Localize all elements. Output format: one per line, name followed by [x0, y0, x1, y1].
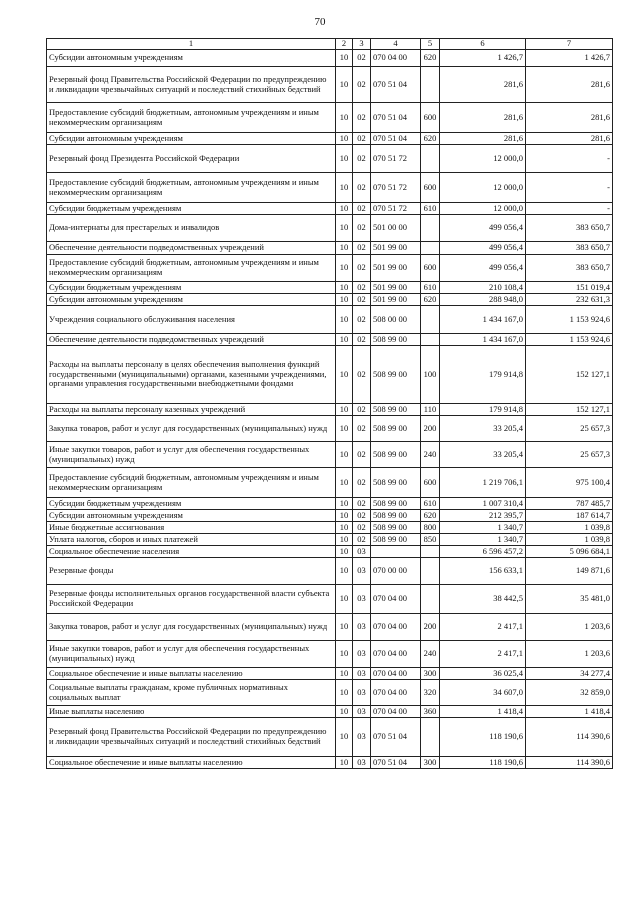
row-name-cell: Резервный фонд Правительства Российской Федерации по предупреждению и ликвидации чрезвычайных ситуаций и последствий стихийных бедствий: [47, 718, 336, 757]
row-target-article-cell: 070 51 04: [371, 718, 421, 757]
row-subsection-cell: 02: [353, 442, 371, 468]
row-name-cell: Резервные фонды: [47, 558, 336, 585]
row-subsection-cell: 02: [353, 306, 371, 334]
row-amount-col6-cell: 281,6: [440, 133, 526, 145]
row-section-cell: 10: [336, 680, 353, 706]
row-amount-col6-cell: 499 056,4: [440, 255, 526, 282]
table-row: [47, 706, 613, 718]
row-subsection-cell: 02: [353, 103, 371, 133]
row-amount-col6-cell: 1 418,4: [440, 706, 526, 718]
table-row: [47, 757, 613, 769]
row-target-article-cell: 508 99 00: [371, 334, 421, 346]
row-amount-col6-cell: 6 596 457,2: [440, 546, 526, 558]
row-subsection-cell: 02: [353, 468, 371, 498]
row-expense-type-cell: 320: [421, 680, 440, 706]
row-expense-type-cell: 360: [421, 706, 440, 718]
table-row: [47, 334, 613, 346]
row-amount-col6-cell: 179 914,8: [440, 404, 526, 416]
row-subsection-cell: 02: [353, 67, 371, 103]
row-amount-col7-cell: 281,6: [526, 103, 613, 133]
table-row: [47, 282, 613, 294]
header-col-1: 1: [47, 39, 336, 50]
row-expense-type-cell: 300: [421, 668, 440, 680]
row-expense-type-cell: 600: [421, 173, 440, 203]
row-target-article-cell: 501 99 00: [371, 255, 421, 282]
row-expense-type-cell: 620: [421, 294, 440, 306]
row-amount-col6-cell: 179 914,8: [440, 346, 526, 404]
row-amount-col7-cell: -: [526, 173, 613, 203]
row-name-cell: Учреждения социального обслуживания населения: [47, 306, 336, 334]
table-row: [47, 668, 613, 680]
row-section-cell: 10: [336, 522, 353, 534]
row-amount-col6-cell: 118 190,6: [440, 718, 526, 757]
row-subsection-cell: 03: [353, 757, 371, 769]
row-expense-type-cell: 600: [421, 468, 440, 498]
table-row: [47, 546, 613, 558]
row-expense-type-cell: [421, 558, 440, 585]
table-row: [47, 133, 613, 145]
row-subsection-cell: 03: [353, 668, 371, 680]
row-amount-col7-cell: 383 650,7: [526, 215, 613, 242]
row-amount-col7-cell: 187 614,7: [526, 510, 613, 522]
row-amount-col7-cell: 151 019,4: [526, 282, 613, 294]
row-target-article-cell: [371, 546, 421, 558]
row-expense-type-cell: 240: [421, 442, 440, 468]
row-amount-col7-cell: 787 485,7: [526, 498, 613, 510]
row-name-cell: Расходы на выплаты персоналу в целях обеспечения выполнения функций государственными (муниципальными) органами, казенными учреждениями, органами управления государственными внебюджетными фондами: [47, 346, 336, 404]
row-section-cell: 10: [336, 294, 353, 306]
row-amount-col6-cell: 33 205,4: [440, 442, 526, 468]
row-section-cell: 10: [336, 50, 353, 67]
row-expense-type-cell: [421, 585, 440, 614]
row-amount-col7-cell: 1 039,8: [526, 534, 613, 546]
row-amount-col6-cell: 281,6: [440, 103, 526, 133]
row-target-article-cell: 501 00 00: [371, 215, 421, 242]
row-amount-col7-cell: 975 100,4: [526, 468, 613, 498]
row-section-cell: 10: [336, 757, 353, 769]
row-expense-type-cell: [421, 334, 440, 346]
row-expense-type-cell: 620: [421, 50, 440, 67]
table-row: [47, 498, 613, 510]
row-section-cell: 10: [336, 255, 353, 282]
row-expense-type-cell: 800: [421, 522, 440, 534]
row-expense-type-cell: 610: [421, 282, 440, 294]
row-target-article-cell: 070 51 04: [371, 133, 421, 145]
row-name-cell: Резервные фонды исполнительных органов государственной власти субъекта Российской Федерации: [47, 585, 336, 614]
row-subsection-cell: 03: [353, 614, 371, 641]
row-target-article-cell: 070 04 00: [371, 641, 421, 668]
table-row: [47, 50, 613, 67]
row-amount-col6-cell: 1 340,7: [440, 522, 526, 534]
row-name-cell: Иные выплаты населению: [47, 706, 336, 718]
row-amount-col6-cell: 1 007 310,4: [440, 498, 526, 510]
row-subsection-cell: 02: [353, 173, 371, 203]
row-subsection-cell: 03: [353, 585, 371, 614]
row-subsection-cell: 02: [353, 215, 371, 242]
row-subsection-cell: 02: [353, 334, 371, 346]
table-row: [47, 145, 613, 173]
row-section-cell: 10: [336, 498, 353, 510]
table-row: [47, 585, 613, 614]
row-amount-col6-cell: 156 633,1: [440, 558, 526, 585]
row-amount-col6-cell: 12 000,0: [440, 203, 526, 215]
row-subsection-cell: 03: [353, 546, 371, 558]
row-name-cell: Субсидии автономным учреждениям: [47, 50, 336, 67]
row-amount-col7-cell: -: [526, 145, 613, 173]
row-subsection-cell: 02: [353, 510, 371, 522]
row-expense-type-cell: [421, 546, 440, 558]
row-amount-col7-cell: 383 650,7: [526, 255, 613, 282]
row-amount-col7-cell: 1 153 924,6: [526, 334, 613, 346]
row-target-article-cell: 508 99 00: [371, 416, 421, 442]
row-expense-type-cell: 200: [421, 614, 440, 641]
row-name-cell: Субсидии бюджетным учреждениям: [47, 282, 336, 294]
row-amount-col6-cell: 2 417,1: [440, 641, 526, 668]
row-name-cell: Резервный фонд Правительства Российской Федерации по предупреждению и ликвидации чрезвычайных ситуаций и последствий стихийных бедствий: [47, 67, 336, 103]
row-expense-type-cell: 200: [421, 416, 440, 442]
row-amount-col7-cell: 383 650,7: [526, 242, 613, 255]
row-section-cell: 10: [336, 133, 353, 145]
table-row: [47, 534, 613, 546]
row-subsection-cell: 02: [353, 255, 371, 282]
table-row: [47, 641, 613, 668]
table-row: [47, 346, 613, 404]
row-amount-col7-cell: 25 657,3: [526, 442, 613, 468]
row-name-cell: Субсидии автономным учреждениям: [47, 510, 336, 522]
header-col-6: 6: [440, 39, 526, 50]
row-amount-col6-cell: 1 426,7: [440, 50, 526, 67]
row-section-cell: 10: [336, 67, 353, 103]
row-expense-type-cell: [421, 67, 440, 103]
table-row: [47, 468, 613, 498]
row-subsection-cell: 03: [353, 718, 371, 757]
row-subsection-cell: 03: [353, 641, 371, 668]
row-amount-col6-cell: 499 056,4: [440, 215, 526, 242]
row-amount-col7-cell: 149 871,6: [526, 558, 613, 585]
row-name-cell: Социальное обеспечение населения: [47, 546, 336, 558]
row-section-cell: 10: [336, 718, 353, 757]
table-row: [47, 255, 613, 282]
row-section-cell: 10: [336, 510, 353, 522]
row-amount-col7-cell: 35 481,0: [526, 585, 613, 614]
table-row: [47, 404, 613, 416]
table-row: [47, 522, 613, 534]
row-amount-col7-cell: 32 859,0: [526, 680, 613, 706]
row-amount-col7-cell: 1 426,7: [526, 50, 613, 67]
row-section-cell: 10: [336, 442, 353, 468]
page-number: 70: [314, 16, 326, 28]
row-section-cell: 10: [336, 306, 353, 334]
row-target-article-cell: 508 99 00: [371, 468, 421, 498]
row-subsection-cell: 02: [353, 50, 371, 67]
row-target-article-cell: 070 51 04: [371, 757, 421, 769]
row-target-article-cell: 070 04 00: [371, 585, 421, 614]
row-amount-col7-cell: 232 631,3: [526, 294, 613, 306]
row-subsection-cell: 02: [353, 522, 371, 534]
row-name-cell: Закупка товаров, работ и услуг для государственных (муниципальных) нужд: [47, 416, 336, 442]
row-subsection-cell: 02: [353, 282, 371, 294]
row-amount-col6-cell: 118 190,6: [440, 757, 526, 769]
row-amount-col7-cell: 1 203,6: [526, 614, 613, 641]
row-target-article-cell: 501 99 00: [371, 242, 421, 255]
row-target-article-cell: 501 99 00: [371, 282, 421, 294]
row-section-cell: 10: [336, 346, 353, 404]
row-amount-col7-cell: 1 203,6: [526, 641, 613, 668]
row-target-article-cell: 070 51 04: [371, 67, 421, 103]
row-name-cell: Иные закупки товаров, работ и услуг для обеспечения государственных (муниципальных) нужд: [47, 641, 336, 668]
row-section-cell: 10: [336, 173, 353, 203]
table-row: [47, 558, 613, 585]
row-name-cell: Субсидии бюджетным учреждениям: [47, 498, 336, 510]
row-section-cell: 10: [336, 468, 353, 498]
row-section-cell: 10: [336, 145, 353, 173]
row-subsection-cell: 02: [353, 534, 371, 546]
row-amount-col6-cell: 36 025,4: [440, 668, 526, 680]
row-target-article-cell: 508 99 00: [371, 442, 421, 468]
row-section-cell: 10: [336, 641, 353, 668]
row-section-cell: 10: [336, 203, 353, 215]
row-section-cell: 10: [336, 416, 353, 442]
row-section-cell: 10: [336, 558, 353, 585]
row-amount-col6-cell: 1 434 167,0: [440, 306, 526, 334]
row-expense-type-cell: 600: [421, 103, 440, 133]
row-target-article-cell: 070 04 00: [371, 706, 421, 718]
row-target-article-cell: 070 04 00: [371, 50, 421, 67]
row-target-article-cell: 070 04 00: [371, 680, 421, 706]
table-row: [47, 173, 613, 203]
row-target-article-cell: 508 99 00: [371, 346, 421, 404]
row-expense-type-cell: 240: [421, 641, 440, 668]
row-name-cell: Иные закупки товаров, работ и услуг для обеспечения государственных (муниципальных) нужд: [47, 442, 336, 468]
row-name-cell: Предоставление субсидий бюджетным, автономным учреждениям и иным некоммерческим организациям: [47, 255, 336, 282]
row-section-cell: 10: [336, 215, 353, 242]
row-expense-type-cell: 300: [421, 757, 440, 769]
row-expense-type-cell: [421, 718, 440, 757]
table-row: [47, 680, 613, 706]
table-row: [47, 416, 613, 442]
row-name-cell: Предоставление субсидий бюджетным, автономным учреждениям и иным некоммерческим организациям: [47, 173, 336, 203]
row-amount-col7-cell: -: [526, 203, 613, 215]
row-amount-col6-cell: 38 442,5: [440, 585, 526, 614]
row-subsection-cell: 02: [353, 416, 371, 442]
row-section-cell: 10: [336, 282, 353, 294]
row-name-cell: Предоставление субсидий бюджетным, автономным учреждениям и иным некоммерческим организациям: [47, 103, 336, 133]
table-row: [47, 614, 613, 641]
table-row: [47, 306, 613, 334]
row-section-cell: 10: [336, 242, 353, 255]
row-amount-col6-cell: 12 000,0: [440, 173, 526, 203]
row-amount-col7-cell: 34 277,4: [526, 668, 613, 680]
row-expense-type-cell: [421, 242, 440, 255]
row-subsection-cell: 02: [353, 242, 371, 255]
row-name-cell: Расходы на выплаты персоналу казенных учреждений: [47, 404, 336, 416]
row-amount-col6-cell: 499 056,4: [440, 242, 526, 255]
row-target-article-cell: 508 99 00: [371, 498, 421, 510]
row-target-article-cell: 070 51 72: [371, 203, 421, 215]
table-row: [47, 510, 613, 522]
row-name-cell: Закупка товаров, работ и услуг для государственных (муниципальных) нужд: [47, 614, 336, 641]
row-name-cell: Обеспечение деятельности подведомственных учреждений: [47, 242, 336, 255]
header-col-2: 2: [336, 39, 353, 50]
row-name-cell: Дома-интернаты для престарелых и инвалидов: [47, 215, 336, 242]
row-amount-col6-cell: 34 607,0: [440, 680, 526, 706]
row-target-article-cell: 508 99 00: [371, 534, 421, 546]
row-name-cell: Субсидии бюджетным учреждениям: [47, 203, 336, 215]
table-row: [47, 294, 613, 306]
row-name-cell: Уплата налогов, сборов и иных платежей: [47, 534, 336, 546]
budget-table: [46, 38, 613, 769]
row-expense-type-cell: 620: [421, 510, 440, 522]
table-row: [47, 718, 613, 757]
row-amount-col7-cell: 1 039,8: [526, 522, 613, 534]
row-amount-col6-cell: 210 108,4: [440, 282, 526, 294]
row-amount-col6-cell: 33 205,4: [440, 416, 526, 442]
row-amount-col7-cell: 152 127,1: [526, 404, 613, 416]
row-section-cell: 10: [336, 103, 353, 133]
header-col-5: 5: [421, 39, 440, 50]
row-amount-col7-cell: 1 153 924,6: [526, 306, 613, 334]
row-expense-type-cell: 850: [421, 534, 440, 546]
row-target-article-cell: 070 04 00: [371, 614, 421, 641]
row-amount-col7-cell: 281,6: [526, 133, 613, 145]
row-section-cell: 10: [336, 585, 353, 614]
row-section-cell: 10: [336, 706, 353, 718]
row-name-cell: Субсидии автономным учреждениям: [47, 133, 336, 145]
row-section-cell: 10: [336, 334, 353, 346]
row-subsection-cell: 03: [353, 706, 371, 718]
row-amount-col6-cell: 212 395,7: [440, 510, 526, 522]
table-header-row: [47, 39, 613, 50]
row-amount-col7-cell: 281,6: [526, 67, 613, 103]
row-amount-col7-cell: 5 096 684,1: [526, 546, 613, 558]
row-name-cell: Резервный фонд Президента Российской Федерации: [47, 145, 336, 173]
row-name-cell: Социальные выплаты гражданам, кроме публичных нормативных социальных выплат: [47, 680, 336, 706]
row-amount-col6-cell: 1 434 167,0: [440, 334, 526, 346]
row-expense-type-cell: 100: [421, 346, 440, 404]
row-expense-type-cell: 600: [421, 255, 440, 282]
row-subsection-cell: 02: [353, 404, 371, 416]
header-col-7: 7: [526, 39, 613, 50]
row-subsection-cell: 02: [353, 498, 371, 510]
row-subsection-cell: 03: [353, 558, 371, 585]
row-amount-col6-cell: 12 000,0: [440, 145, 526, 173]
row-amount-col7-cell: 114 390,6: [526, 757, 613, 769]
row-target-article-cell: 501 99 00: [371, 294, 421, 306]
table-row: [47, 67, 613, 103]
row-name-cell: Социальное обеспечение и иные выплаты населению: [47, 668, 336, 680]
row-target-article-cell: 070 51 72: [371, 145, 421, 173]
row-section-cell: 10: [336, 404, 353, 416]
row-expense-type-cell: 610: [421, 203, 440, 215]
row-expense-type-cell: 620: [421, 133, 440, 145]
row-section-cell: 10: [336, 614, 353, 641]
row-amount-col6-cell: 1 219 706,1: [440, 468, 526, 498]
row-subsection-cell: 02: [353, 294, 371, 306]
row-target-article-cell: 070 00 00: [371, 558, 421, 585]
row-section-cell: 10: [336, 668, 353, 680]
header-col-4: 4: [371, 39, 421, 50]
row-amount-col7-cell: 1 418,4: [526, 706, 613, 718]
row-subsection-cell: 02: [353, 133, 371, 145]
table-row: [47, 203, 613, 215]
row-amount-col7-cell: 114 390,6: [526, 718, 613, 757]
row-target-article-cell: 508 99 00: [371, 404, 421, 416]
table-row: [47, 103, 613, 133]
row-amount-col6-cell: 2 417,1: [440, 614, 526, 641]
table-body: [47, 50, 613, 769]
row-section-cell: 10: [336, 534, 353, 546]
header-col-3: 3: [353, 39, 371, 50]
row-target-article-cell: 508 00 00: [371, 306, 421, 334]
row-target-article-cell: 070 51 04: [371, 103, 421, 133]
row-amount-col7-cell: 152 127,1: [526, 346, 613, 404]
row-target-article-cell: 508 99 00: [371, 522, 421, 534]
row-target-article-cell: 070 04 00: [371, 668, 421, 680]
row-name-cell: Социальное обеспечение и иные выплаты населению: [47, 757, 336, 769]
row-amount-col6-cell: 288 948,0: [440, 294, 526, 306]
row-expense-type-cell: [421, 215, 440, 242]
row-name-cell: Субсидии автономным учреждениям: [47, 294, 336, 306]
table-row: [47, 215, 613, 242]
row-subsection-cell: 02: [353, 203, 371, 215]
row-section-cell: 10: [336, 546, 353, 558]
row-expense-type-cell: [421, 145, 440, 173]
row-name-cell: Обеспечение деятельности подведомственных учреждений: [47, 334, 336, 346]
row-subsection-cell: 03: [353, 680, 371, 706]
row-expense-type-cell: 610: [421, 498, 440, 510]
row-subsection-cell: 02: [353, 145, 371, 173]
table-row: [47, 442, 613, 468]
row-name-cell: Иные бюджетные ассигнования: [47, 522, 336, 534]
row-target-article-cell: 508 99 00: [371, 510, 421, 522]
row-subsection-cell: 02: [353, 346, 371, 404]
row-amount-col6-cell: 1 340,7: [440, 534, 526, 546]
row-expense-type-cell: [421, 306, 440, 334]
row-expense-type-cell: 110: [421, 404, 440, 416]
row-amount-col6-cell: 281,6: [440, 67, 526, 103]
row-amount-col7-cell: 25 657,3: [526, 416, 613, 442]
row-name-cell: Предоставление субсидий бюджетным, автономным учреждениям и иным некоммерческим организациям: [47, 468, 336, 498]
table-row: [47, 242, 613, 255]
row-target-article-cell: 070 51 72: [371, 173, 421, 203]
